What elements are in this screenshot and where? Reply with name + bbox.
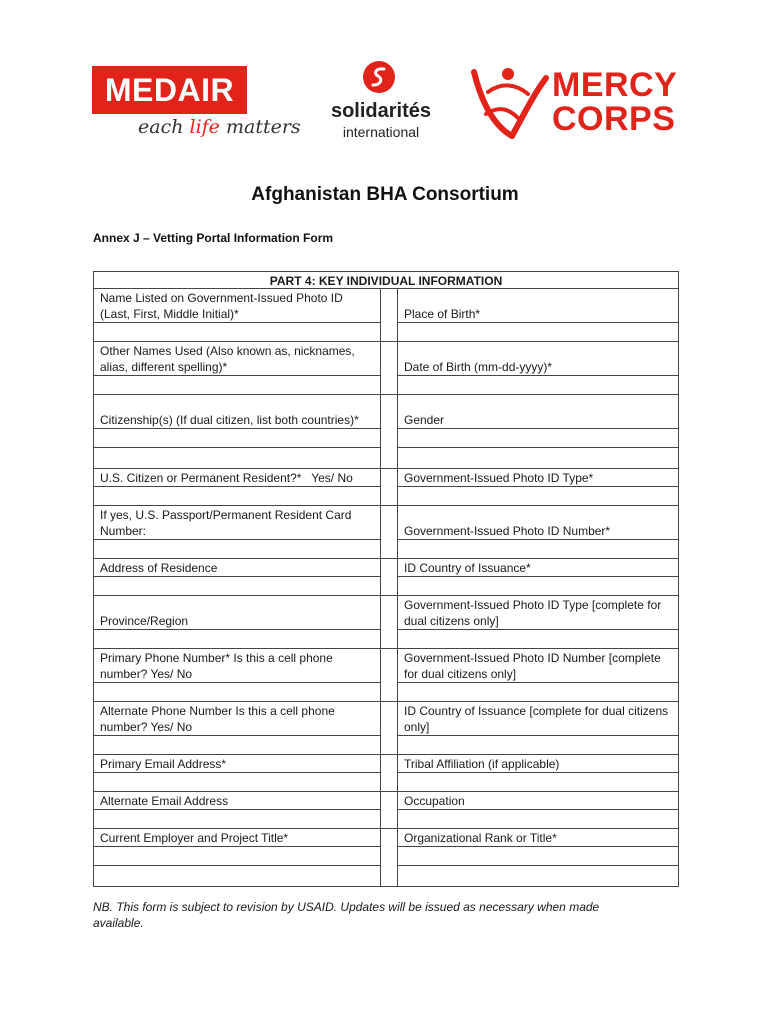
label-photo-id-number: Government-Issued Photo ID Number* xyxy=(398,506,679,540)
label-alternate-email: Alternate Email Address xyxy=(94,792,381,810)
label-gender: Gender xyxy=(398,395,679,429)
field-passport-number[interactable] xyxy=(381,506,398,559)
input-current-employer[interactable] xyxy=(94,847,381,866)
field-province[interactable] xyxy=(381,596,398,649)
medair-tagline: each life matters xyxy=(138,116,301,138)
input-passport-number[interactable] xyxy=(94,540,381,559)
label-dual-id-country: ID Country of Issuance [complete for dual citizens only] xyxy=(398,702,679,736)
page-title: Afghanistan BHA Consortium xyxy=(251,184,519,205)
input-primary-email[interactable] xyxy=(94,773,381,792)
mercy-corps-wordmark: MERCY CORPS xyxy=(552,66,678,138)
solidarites-logo xyxy=(318,60,444,144)
label-primary-email: Primary Email Address* xyxy=(94,755,381,773)
table-heading: PART 4: KEY INDIVIDUAL INFORMATION xyxy=(94,272,679,289)
field-primary-phone[interactable] xyxy=(381,649,398,702)
input-dual-id-country[interactable] xyxy=(398,736,679,755)
input-province[interactable] xyxy=(94,630,381,649)
input-alternate-email[interactable] xyxy=(94,810,381,829)
mercy-corps-icon xyxy=(468,64,550,140)
solidarites-wordmark: solidarités xyxy=(330,100,432,122)
label-us-citizen: U.S. Citizen or Permanent Resident?* Yes/ No xyxy=(94,469,381,487)
input-us-citizen[interactable] xyxy=(94,487,381,506)
field-citizenship[interactable] xyxy=(381,395,398,469)
input-gender-2[interactable] xyxy=(398,448,679,469)
label-dual-id-type: Government-Issued Photo ID Type [complete for dual citizens only] xyxy=(398,596,679,630)
input-photo-id-number[interactable] xyxy=(398,540,679,559)
input-occupation[interactable] xyxy=(398,810,679,829)
field-name-on-id[interactable] xyxy=(381,289,398,342)
input-address[interactable] xyxy=(94,577,381,596)
input-citizenship[interactable] xyxy=(94,429,381,448)
mercy-corps-logo xyxy=(468,60,698,140)
label-photo-id-type: Government-Issued Photo ID Type* xyxy=(398,469,679,487)
input-citizenship-2[interactable] xyxy=(94,448,381,469)
field-alternate-phone[interactable] xyxy=(381,702,398,755)
input-organizational-rank[interactable] xyxy=(398,847,679,866)
field-primary-email[interactable] xyxy=(381,755,398,792)
input-dual-id-type[interactable] xyxy=(398,630,679,649)
input-date-of-birth[interactable] xyxy=(398,376,679,395)
label-province: Province/Region xyxy=(94,596,381,630)
input-organizational-rank-2[interactable] xyxy=(398,866,679,887)
label-passport-number: If yes, U.S. Passport/Permanent Resident Card Number: xyxy=(94,506,381,540)
label-tribal-affiliation: Tribal Affiliation (if applicable) xyxy=(398,755,679,773)
revision-note: NB. This form is subject to revision by USAID. Updates will be issued as necessary when made available. xyxy=(93,900,600,930)
input-tribal-affiliation[interactable] xyxy=(398,773,679,792)
input-primary-phone[interactable] xyxy=(94,683,381,702)
field-alternate-email[interactable] xyxy=(381,792,398,829)
label-primary-phone: Primary Phone Number* Is this a cell phone number? Yes/ No xyxy=(94,649,381,683)
medair-wordmark: MEDAIR xyxy=(92,66,247,114)
field-address[interactable] xyxy=(381,559,398,596)
label-alternate-phone: Alternate Phone Number Is this a cell phone number? Yes/ No xyxy=(94,702,381,736)
label-other-names: Other Names Used (Also known as, nicknames, alias, different spelling)* xyxy=(94,342,381,376)
label-place-of-birth: Place of Birth* xyxy=(398,289,679,323)
label-name-on-id: Name Listed on Government-Issued Photo ID (Last, First, Middle Initial)* xyxy=(94,289,381,323)
field-us-citizen[interactable] xyxy=(381,469,398,506)
medair-logo xyxy=(92,66,302,150)
input-place-of-birth[interactable] xyxy=(398,323,679,342)
label-address: Address of Residence xyxy=(94,559,381,577)
label-current-employer: Current Employer and Project Title* xyxy=(94,829,381,847)
label-citizenship: Citizenship(s) (If dual citizen, list both countries)* xyxy=(94,395,381,429)
input-current-employer-2[interactable] xyxy=(94,866,381,887)
field-other-names[interactable] xyxy=(381,342,398,395)
label-occupation: Occupation xyxy=(398,792,679,810)
form-subtitle: Annex J – Vetting Portal Information Form xyxy=(93,231,334,245)
solidarites-subtitle: international xyxy=(342,124,420,140)
key-individual-table xyxy=(93,271,679,887)
solidarites-icon xyxy=(362,60,396,94)
input-alternate-phone[interactable] xyxy=(94,736,381,755)
input-id-country[interactable] xyxy=(398,577,679,596)
label-dual-id-number: Government-Issued Photo ID Number [complete for dual citizens only] xyxy=(398,649,679,683)
label-organizational-rank: Organizational Rank or Title* xyxy=(398,829,679,847)
field-current-employer[interactable] xyxy=(381,829,398,887)
input-name-on-id[interactable] xyxy=(94,323,381,342)
input-photo-id-type[interactable] xyxy=(398,487,679,506)
label-id-country: ID Country of Issuance* xyxy=(398,559,679,577)
label-date-of-birth: Date of Birth (mm-dd-yyyy)* xyxy=(398,342,679,376)
input-dual-id-number[interactable] xyxy=(398,683,679,702)
input-gender[interactable] xyxy=(398,429,679,448)
input-other-names[interactable] xyxy=(94,376,381,395)
